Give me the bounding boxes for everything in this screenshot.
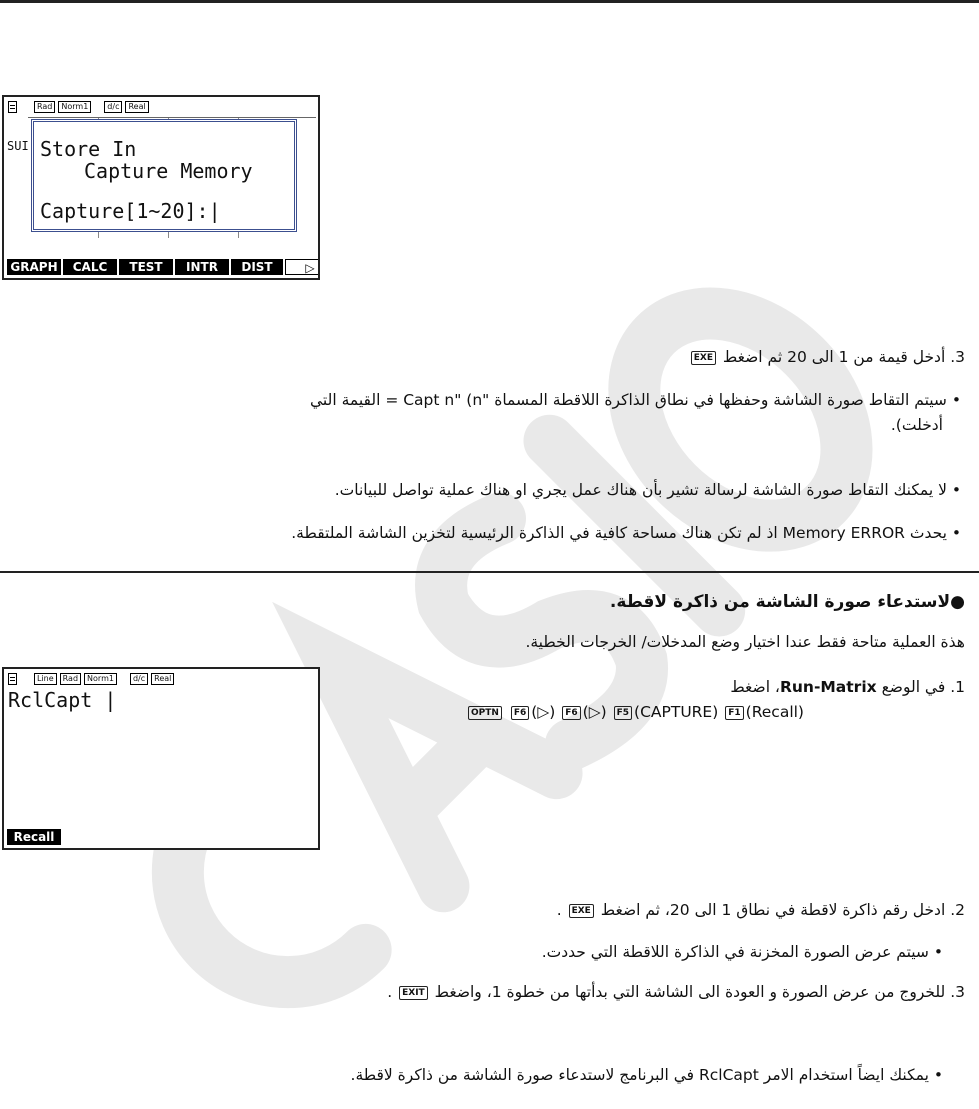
status-bar-recall xyxy=(8,672,174,686)
section-heading: ●لاستدعاء صورة الشاشة من ذاكرة لاقطة. xyxy=(609,592,965,612)
section-divider xyxy=(0,571,979,573)
bullet-memory-error: • يحدث Memory ERROR اذ لم تكن هناك مساحة كافية في الذاكرة الرئيسية لتخزين الشاشة الملتقطة. xyxy=(291,524,961,542)
f6-key: F6 xyxy=(562,706,580,720)
capture-label: (CAPTURE) xyxy=(634,703,719,721)
status-tag-real: Real xyxy=(125,101,148,113)
store-capture-dialog xyxy=(31,119,297,232)
f6-key: F6 xyxy=(511,706,529,720)
recall-label: (Recall) xyxy=(745,703,804,721)
bullet-capture-saved: • سيتم التقاط صورة الشاشة وحفظها في نطاق الذاكرة اللاقطة المسماة "Capt n" (n = القيمة التي xyxy=(310,391,961,409)
status-tag-rad: Rad xyxy=(60,673,81,685)
status-tag-norm: Norm1 xyxy=(58,101,91,113)
function-key-bar-recall xyxy=(7,829,61,845)
document-icon xyxy=(8,101,17,113)
bullet-rclcapt-program: • يمكنك ايضاً استخدام الامر RclCapt في البرنامج لاستدعاء صورة الشاشة من ذاكرة لاقطة. xyxy=(350,1066,943,1084)
fkey-dist[interactable]: DIST xyxy=(231,259,283,275)
fkey-next[interactable]: ▷ xyxy=(285,259,320,275)
f5-key: F5 xyxy=(614,706,632,720)
f1-key: F1 xyxy=(725,706,743,720)
status-tag-real: Real xyxy=(151,673,174,685)
dialog-title-line1: Store In xyxy=(40,137,137,161)
rclcapt-command-line[interactable]: RclCapt | xyxy=(8,688,117,712)
step-3-exit: 3. للخروج من عرض الصورة و العودة الى الشاشة التي بدأتها من خطوة 1، واضغط EXIT . xyxy=(387,983,965,1001)
step-2-enter-number: 2. ادخل رقم ذاكرة لاقطة في نطاق 1 الى 20، ثم اضغط EXE . xyxy=(556,901,965,919)
calculator-screen-recall xyxy=(2,667,320,850)
document-icon xyxy=(8,673,17,685)
optn-key: OPTN xyxy=(468,706,502,720)
bullet-no-capture-message: • لا يمكنك التقاط صورة الشاشة لرسالة تشير بأن هناك عمل يجري او هناك عملية تواصل للبيانات. xyxy=(334,481,961,499)
next-label: (▷) xyxy=(582,703,607,721)
step-3-text: 3. أدخل قيمة من 1 الى 20 ثم اضغط xyxy=(722,348,965,366)
exit-key: EXIT xyxy=(399,986,428,1000)
step-2-text: 2. ادخل رقم ذاكرة لاقطة في نطاق 1 الى 20، ثم اضغط xyxy=(600,901,965,919)
status-bar xyxy=(8,100,149,114)
bullet-image-displayed: • سيتم عرض الصورة المخزنة في الذاكرة اللاقطة التي حددت. xyxy=(541,943,943,961)
fkey-recall[interactable]: Recall xyxy=(7,829,61,845)
fkey-intr[interactable]: INTR xyxy=(175,259,229,275)
top-rule xyxy=(0,0,979,3)
status-tag-dc: d/c xyxy=(104,101,122,113)
function-key-bar xyxy=(7,259,320,275)
status-tag-norm: Norm1 xyxy=(84,673,117,685)
capture-number-input[interactable]: Capture[1~20]:| xyxy=(40,199,221,223)
exe-key: EXE xyxy=(569,904,594,918)
calculator-screen-capture-dialog xyxy=(2,95,320,280)
step-3-enter-value xyxy=(65,346,965,368)
fkey-calc[interactable]: CALC xyxy=(63,259,117,275)
status-tag-rad: Rad xyxy=(34,101,55,113)
status-tag-dc: d/c xyxy=(130,673,148,685)
step-1-run-matrix xyxy=(405,676,965,698)
section-intro: هذة العملية متاحة فقط عندا اختيار وضع المدخلات/ الخرجات الخطية. xyxy=(525,633,965,651)
step-1-prefix: 1. في الوضع xyxy=(881,678,965,696)
step-1-suffix: ، اضغط xyxy=(730,678,780,696)
fkey-test[interactable]: TEST xyxy=(119,259,173,275)
status-tag-line: Line xyxy=(34,673,57,685)
bullet-capture-saved-cont: أدخلت). xyxy=(890,416,943,434)
fkey-graph[interactable]: GRAPH xyxy=(7,259,61,275)
step-3-exit-text: 3. للخروج من عرض الصورة و العودة الى الشاشة التي بدأتها من خطوة 1، واضغط xyxy=(434,983,965,1001)
next-label: (▷) xyxy=(531,703,556,721)
key-sequence xyxy=(466,701,804,723)
list-side-label: SUI xyxy=(7,139,29,153)
run-matrix-mode: Run-Matrix xyxy=(779,678,877,696)
dialog-title-line2: Capture Memory xyxy=(84,159,253,183)
exe-key: EXE xyxy=(691,351,716,365)
